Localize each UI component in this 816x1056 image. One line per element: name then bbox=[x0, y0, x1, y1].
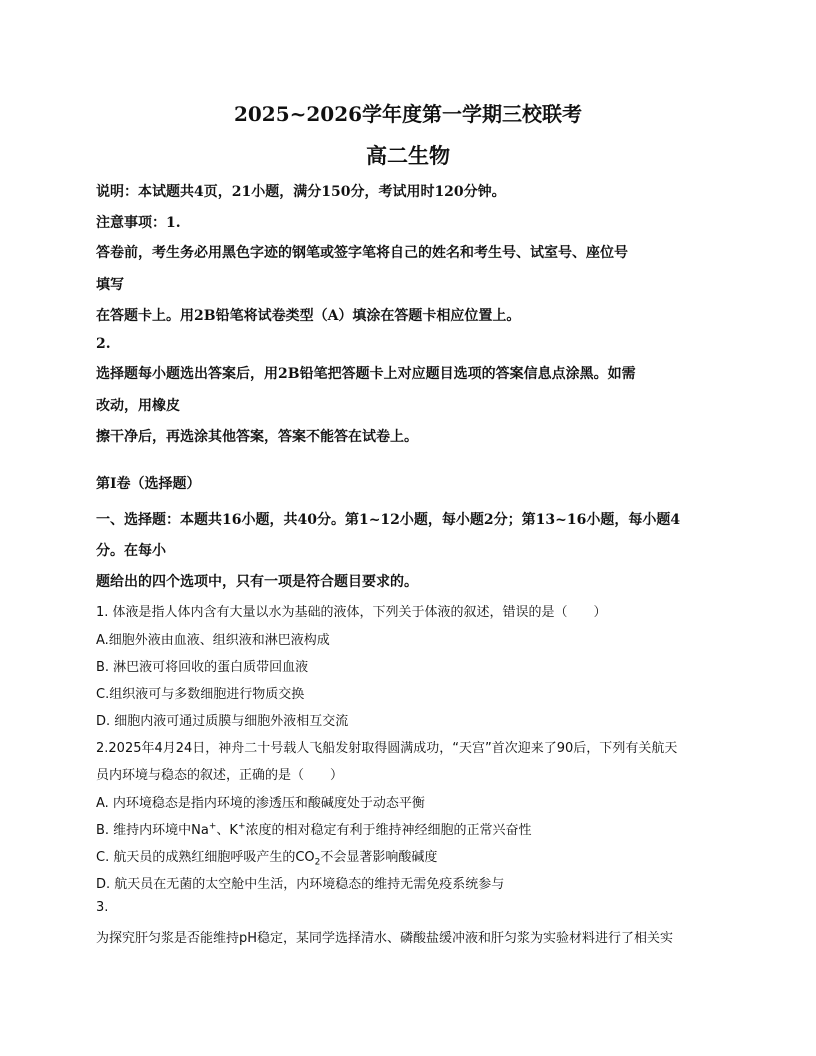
question-2-option-d: D. 航天员在无菌的太空舱中生活，内环境稳态的维持无需免疫系统参与 bbox=[96, 877, 505, 892]
option-c-text-pre: C. 航天员的成熟红细胞呼吸产生的CO bbox=[96, 850, 315, 865]
question-2-stem-line2: 员内环境与稳态的叙述，正确的是（ ） bbox=[96, 768, 344, 783]
question-1-option-a: A.细胞外液由血液、组织液和淋巴液构成 bbox=[96, 633, 330, 648]
part-heading-line2: 分。在每小 bbox=[96, 543, 166, 559]
note2-number: 2. bbox=[96, 336, 111, 352]
notes-label: 注意事项：1. bbox=[96, 215, 181, 231]
part-heading-line1: 一、选择题：本题共16小题，共40分。第1~12小题，每小题2分；第13~16小题，每小题4 bbox=[96, 512, 681, 528]
note2-line2: 改动，用橡皮 bbox=[96, 398, 180, 414]
note2-line3: 擦干净后，再选涂其他答案，答案不能答在试卷上。 bbox=[96, 429, 418, 445]
option-b-text-post: 浓度的相对稳定有利于维持神经细胞的正常兴奋性 bbox=[245, 823, 532, 838]
exam-title: 2025~2026学年度第一学期三校联考 bbox=[233, 102, 583, 126]
option-b-text-mid: 、K bbox=[216, 823, 238, 838]
co2-subscript: 2 bbox=[314, 857, 321, 868]
question-1-option-b: B. 淋巴液可将回收的蛋白质带回血液 bbox=[96, 660, 309, 675]
subject-title: 高二生物 bbox=[366, 143, 450, 168]
question-1-option-c: C.组织液可与多数细胞进行物质交换 bbox=[96, 687, 305, 702]
question-3-stem-line1: 为探究肝匀浆是否能维持pH稳定，某同学选择清水、磷酸盐缓冲液和肝匀浆为实验材料进行了相关实 bbox=[96, 931, 674, 946]
exam-explanation: 说明：本试题共4页，21小题，满分150分，考试用时120分钟。 bbox=[96, 184, 506, 200]
question-2-option-c bbox=[96, 846, 438, 868]
question-2-stem-line1: 2.2025年4月24日，神舟二十号载人飞船发射取得圆满成功，“天宫”首次迎来了90后，下列有关航天 bbox=[96, 741, 678, 756]
potassium-charge: + bbox=[237, 821, 246, 832]
note1-line2: 填写 bbox=[96, 277, 124, 293]
question-2-option-b bbox=[96, 819, 532, 838]
question-1-stem: 1. 体液是指人体内含有大量以水为基础的液体，下列关于体液的叙述，错误的是（ ） bbox=[96, 605, 607, 620]
question-2-option-a: A. 内环境稳态是指内环境的渗透压和酸碱度处于动态平衡 bbox=[96, 796, 425, 811]
question-3-number: 3. bbox=[96, 900, 109, 915]
note2-line1: 选择题每小题选出答案后，用2B铅笔把答题卡上对应题目选项的答案信息点涂黑。如需 bbox=[96, 366, 636, 382]
note1-line3: 在答题卡上。用2B铅笔将试卷类型（A）填涂在答题卡相应位置上。 bbox=[96, 308, 521, 324]
sodium-charge: + bbox=[208, 821, 217, 832]
question-1-option-d: D. 细胞内液可通过质膜与细胞外液相互交流 bbox=[96, 714, 349, 729]
volume-title: 第Ⅰ卷（选择题） bbox=[96, 476, 201, 492]
option-b-text-pre: B. 维持内环境中Na bbox=[96, 823, 209, 838]
option-c-text-post: 不会显著影响酸碱度 bbox=[320, 850, 438, 865]
note1-line1: 答卷前，考生务必用黑色字迹的钢笔或签字笔将自己的姓名和考生号、试室号、座位号 bbox=[96, 245, 628, 261]
part-heading-line3: 题给出的四个选项中，只有一项是符合题目要求的。 bbox=[96, 574, 418, 590]
